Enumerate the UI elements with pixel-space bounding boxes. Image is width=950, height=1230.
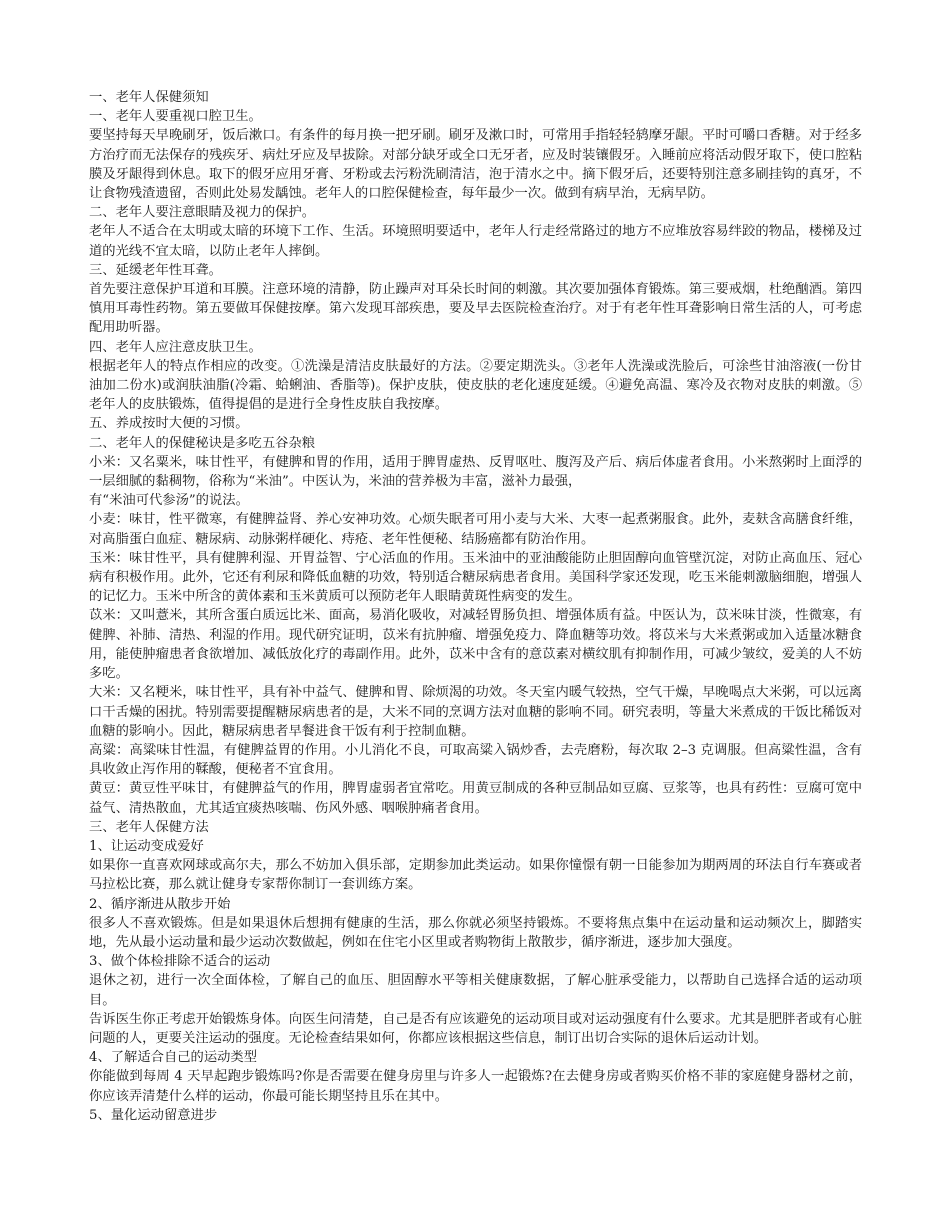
- section-heading: 二、老年人的保健秘诀是多吃五谷杂粮: [89, 435, 316, 451]
- section-heading: 2、循序渐进从散步开始: [89, 896, 231, 912]
- paragraph: 黄豆：黄豆性平味甘，有健脾益气的作用，脾胃虚弱者宜常吃。用黄豆制成的各种豆制品如豆腐、豆浆等，也具有药性：豆腐可宽中益气、清热散血，尤其适宜痰热咳喘、伤风外感、咽喉肿痛者食用。: [89, 781, 862, 816]
- paragraph: 要坚持每天早晚刷牙，饭后漱口。有条件的每月换一把牙刷。刷牙及漱口时，可常用手指轻轻鸫摩牙龈。平时可嚼口香糖。对于经多方治疗而无法保存的残疾牙、病灶牙应及早拔除。对部分缺牙或全口无牙者，应及时装镶假牙。入睡前应将活动假牙取下，使口腔粘膜及牙龈得到休息。取下的假牙应用牙膏、牙粉或去污粉洗刷清洁，泡于清水之中。摘下假牙后，还要特别注意多刷挂钩的真牙，不让食物残渣遗留，否则此处易发龋蚀。老年人的口腔保健检查，每年最少一次。做到有病早治，无病早防。: [89, 128, 862, 202]
- paragraph: 告诉医生你正考虑开始锻炼身体。向医生问清楚，自己是否有应该避免的运动项目或对运动强度有什么要求。尤其是肥胖者或有心脏问题的人，更要关注运动的强度。无论检查结果如何，你都应该根据这些信息，制订出切合实际的退休后运动计划。: [89, 1011, 862, 1046]
- section-heading: 二、老年人要注意眼睛及视力的保护。: [89, 205, 316, 221]
- paragraph: 苡米：又叫薏米，其所含蛋白质远比米、面高，易消化吸收，对减轻胃肠负担、增强体质有益。中医认为，苡米味甘淡，性微寒，有健脾、补肺、清热、利湿的作用。现代研究证明，苡米有抗肿瘤、增强免疫力、降血糖等功效。将苡米与大米煮粥或加入适量冰糖食用，能使肿瘤患者食欲增加、减低放化疗的毒副作用。此外，苡米中含有的意苡素对横纹肌有抑制作用，可减少皱纹，爱美的人不妨多吃。: [89, 608, 862, 682]
- paragraph: 小麦：味甘，性平微寒，有健脾益肾、养心安神功效。心烦失眠者可用小麦与大米、大枣一起煮粥服食。此外，麦麸含高膳食纤维，对高脂蛋白血症、糖尿病、动脉粥样硬化、痔疮、老年性便秘、结肠癌都有防治作用。: [89, 512, 862, 547]
- paragraph: 小米：又名粟米，味甘性平，有健脾和胃的作用，适用于脾胃虚热、反胃呕吐、腹泻及产后、病后体虚者食用。小米熬粥时上面浮的一层细腻的黏稠物，俗称为“米油”。中医认为，米油的营养极为丰富，滋补力最强，: [89, 454, 862, 490]
- section-heading: 五、养成按时大便的习惯。: [89, 416, 249, 432]
- section-heading: 1、让运动变成爱好: [89, 838, 204, 854]
- section-heading: 一、老年人要重视口腔卫生。: [89, 109, 262, 125]
- section-heading: 5、量化运动留意进步: [89, 1107, 218, 1123]
- paragraph: 大米：又名粳米，味甘性平，具有补中益气、健脾和胃、除烦渴的功效。冬天室内暖气较热，空气干燥，早晚喝点大米粥，可以远离口干舌燥的困扰。特别需要提醒糖尿病患者的是，大米不同的烹调方法对血糖的影响不同。研究表明，等量大米煮成的干饭比稀饭对血糖的影响小。因此，糖尿病患者早餐进食干饭有利于控制血糖。: [89, 685, 862, 739]
- paragraph: 退休之初，进行一次全面体检，了解自己的血压、胆固醇水平等相关健康数据，了解心脏承受能力，以帮助自己选择合适的运动项目。: [89, 973, 862, 1008]
- section-heading: 三、延缓老年性耳聋。: [89, 262, 222, 278]
- paragraph: 首先要注意保护耳道和耳膜。注意环境的清静，防止躁声对耳朵长时间的刺激。其次要加强体育锻炼。第三要戒烟，杜绝酗酒。第四慎用耳毒性药物。第五要做耳保健按摩。第六发现耳部疾患，要及早去医院检查治疗。对于有老年性耳聋影响日常生活的人，可考虑配用助听器。: [89, 282, 862, 336]
- section-heading: 一、老年人保健须知: [89, 90, 209, 105]
- section-heading: 3、做个体检排除不适合的运动: [89, 954, 271, 970]
- paragraph: 很多人不喜欢锻炼。但是如果退休后想拥有健康的生活，那么你就必须坚持锻炼。不要将焦点集中在运动量和运动频次上，脚踏实地，先从最小运动量和最少运动次数做起，例如在住宅小区里或者购物街上散散步，循序渐进，逐步加大强度。: [89, 915, 862, 950]
- paragraph: 你能做到每周 4 天早起跑步锻炼吗?你是否需要在健身房里与许多人一起锻炼?在去健身房或者购买价格不菲的家庭健身器材之前，你应该弄清楚什么样的运动，你最可能长期坚持且乐在其中。: [89, 1069, 862, 1104]
- section-heading: 三、老年人保健方法: [89, 819, 209, 835]
- section-heading: 四、老年人应注意皮肤卫生。: [89, 339, 262, 355]
- section-heading: 有“米油可代参汤”的说法。: [89, 493, 249, 509]
- paragraph: 根据老年人的特点作相应的改变。①洗澡是清洁皮肤最好的方法。②要定期洗头。③老年人洗澡或洗脸后，可涂些甘油溶液(一份甘油加二份水)或润肤油脂(冷霜、蛤蜊油、香脂等)。保护皮肤，使皮肤的老化速度延缓。④避免高温、寒冷及衣物对皮肤的刺激。⑤老年人的皮肤锻炼，值得提倡的是进行全身性皮肤自我按摩。: [89, 358, 862, 413]
- paragraph: 如果你一直喜欢网球或高尔夫，那么不妨加入俱乐部，定期参加此类运动。如果你憧憬有朝一日能参加为期两周的环法自行车赛或者马拉松比赛，那么就让健身专家帮你制订一套训练方案。: [89, 858, 862, 893]
- paragraph: 高粱：高粱味甘性温，有健脾益胃的作用。小儿消化不良，可取高粱入锅炒香，去壳磨粉，每次取 2–3 克调服。但高粱性温，含有具收敛止泻作用的鞣酸，便秘者不宜食用。: [89, 742, 862, 778]
- paragraph: 玉米：味甘性平，具有健脾利湿、开胃益智、宁心活血的作用。玉米油中的亚油酸能防止胆固醇向血管壁沉淀，对防止高血压、冠心病有积极作用。此外，它还有利尿和降低血糖的功效，特别适合糖尿病患者食用。美国科学家还发现，吃玉米能刺激脑细胞，增强人的记忆力。玉米中所含的黄体素和玉米黄质可以预防老年人眼睛黄斑性病变的发生。: [89, 550, 862, 605]
- paragraph: 老年人不适合在太明或太暗的环境下工作、生活。环境照明要适中，老年人行走经常路过的地方不应堆放容易绊跤的物品，楼梯及过道的光线不宜太暗，以防止老年人摔倒。: [89, 224, 862, 259]
- section-heading: 4、了解适合自己的运动类型: [89, 1050, 258, 1066]
